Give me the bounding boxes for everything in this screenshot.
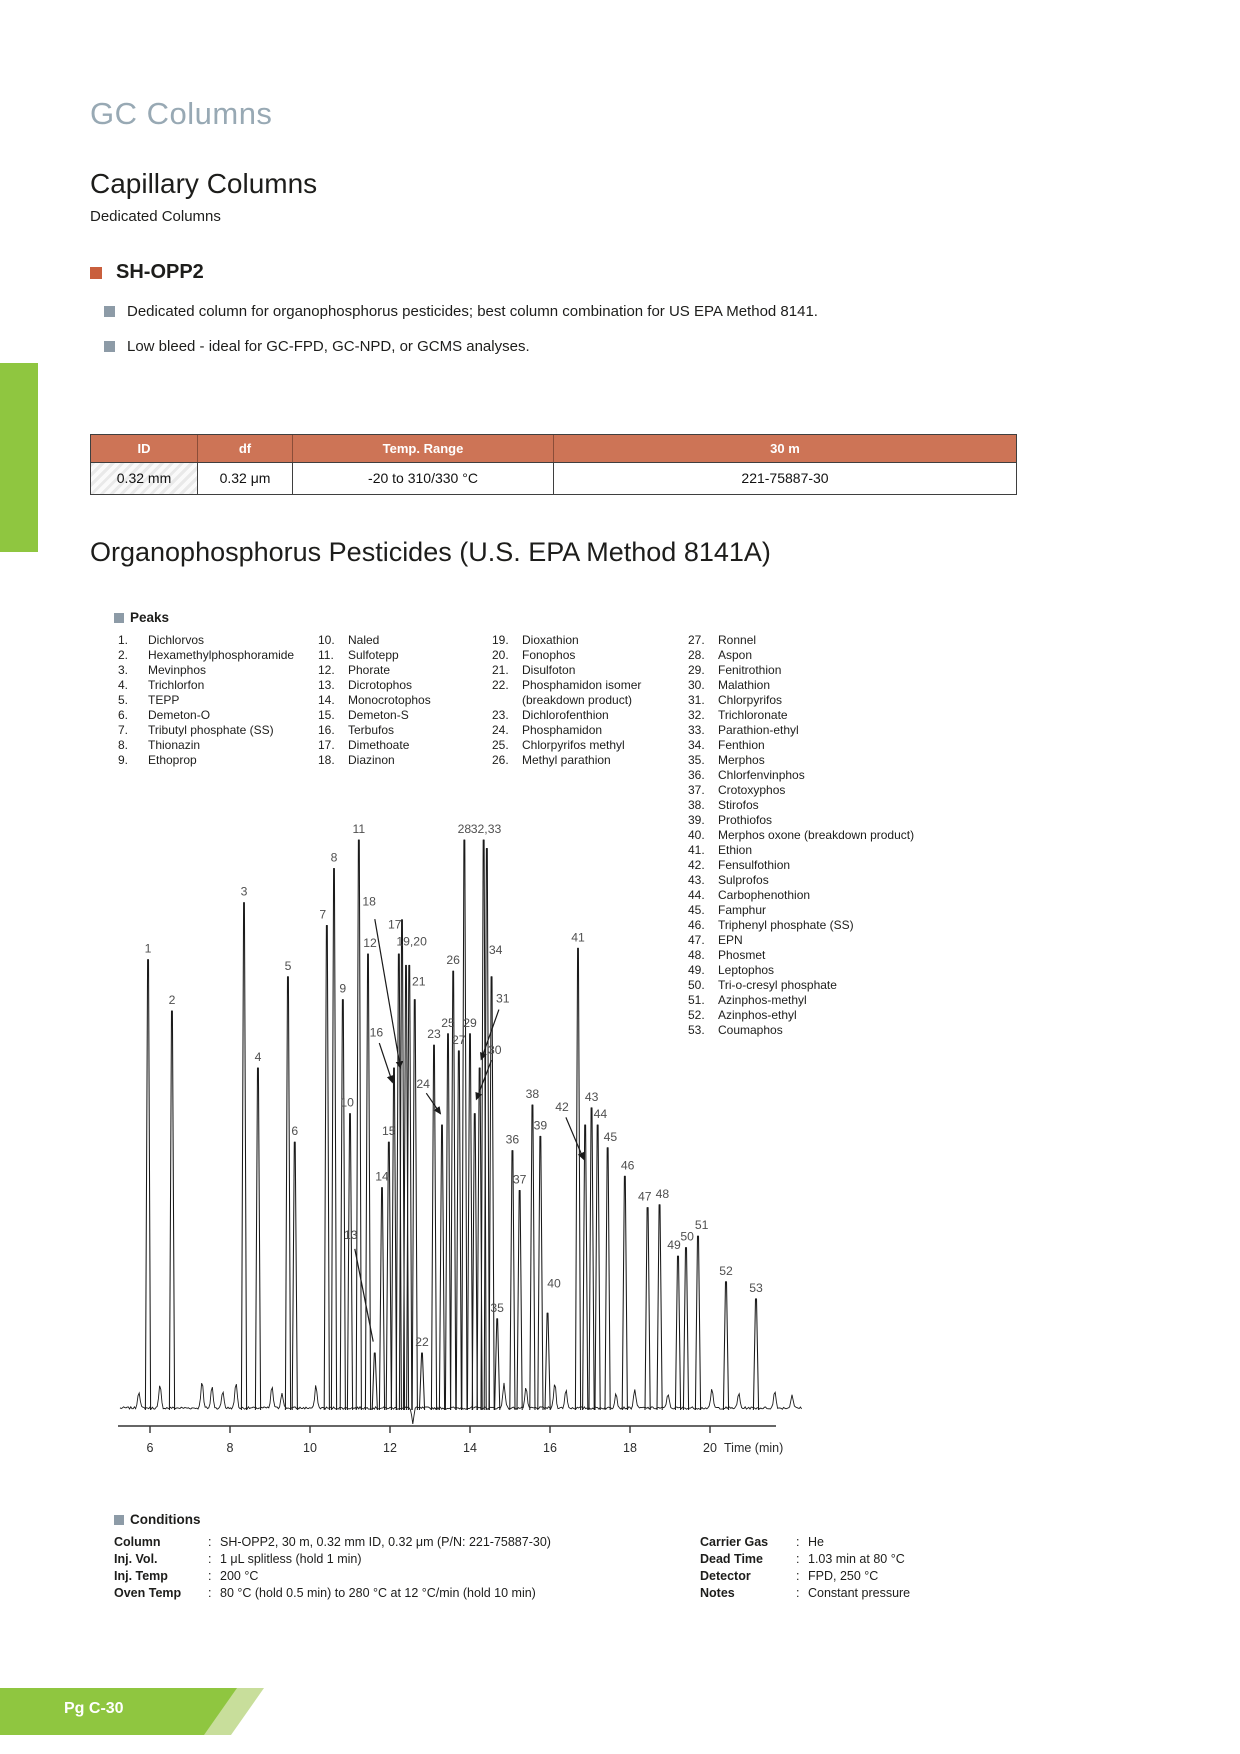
peak-spike <box>545 1313 550 1410</box>
page-title: GC Columns <box>90 96 273 131</box>
peak-spike <box>583 1125 588 1410</box>
chromatogram <box>110 798 810 1458</box>
peak-label: 14 <box>375 1169 389 1184</box>
peak-label: 7 <box>319 907 327 922</box>
peak-label: 39 <box>533 1118 548 1133</box>
x-axis-tick-label: 6 <box>146 1441 154 1455</box>
peak-spike <box>645 1208 650 1410</box>
legend-item: 44. Carbophenothion <box>688 888 811 902</box>
legend-item: 28. Aspon <box>688 648 753 662</box>
peak-label: 26 <box>446 953 460 968</box>
gray-square-bullet-icon <box>114 613 124 623</box>
orange-square-bullet-icon <box>90 267 102 279</box>
peak-label: 42 <box>555 1099 569 1114</box>
legend-item: 23. Dichlorofenthion <box>492 708 609 722</box>
peak-spike <box>419 1353 424 1410</box>
peak-spike <box>356 840 361 1410</box>
peak-label: 21 <box>412 974 426 989</box>
conditions-heading-label: Conditions <box>130 1512 201 1527</box>
legend-item: 9. Ethoprop <box>118 753 197 767</box>
legend-item: 49. Leptophos <box>688 963 775 977</box>
peak-spike <box>439 1125 444 1410</box>
col-header-length: 30 m <box>553 435 1016 462</box>
legend-item: 26. Methyl parathion <box>492 753 611 767</box>
peak-spike <box>340 1000 345 1410</box>
legend-item: 48. Phosmet <box>688 948 766 962</box>
cell-df: 0.32 μm <box>197 463 292 494</box>
legend-item: 15. Demeton-S <box>318 708 409 722</box>
legend-item: 8. Thionazin <box>118 738 201 752</box>
legend-item: 7. Tributyl phosphate (SS) <box>118 723 274 737</box>
legend-item: 32. Trichloronate <box>688 708 788 722</box>
peak-label: 36 <box>505 1132 520 1147</box>
legend-item: 38. Stirofos <box>688 798 759 812</box>
peak-label: 19,20 <box>396 934 427 949</box>
peak-spike <box>695 1236 700 1410</box>
peak-label: 18 <box>362 894 376 909</box>
gray-square-bullet-icon <box>104 341 115 352</box>
condition-row: Dead Time : 1.03 min at 80 °C <box>700 1552 905 1566</box>
peak-spike <box>575 948 580 1410</box>
peak-pointer-arrow <box>566 1117 584 1159</box>
x-axis-tick-label: 18 <box>623 1441 637 1455</box>
peak-spike <box>456 1051 461 1410</box>
peak-spike <box>379 1188 384 1410</box>
peak-spike <box>407 965 412 1410</box>
legend-item: 4. Trichlorfon <box>118 678 205 692</box>
peak-spike <box>675 1256 680 1410</box>
peak-label: 9 <box>339 981 347 996</box>
peak-spike <box>538 1136 543 1410</box>
peak-label: 3 <box>240 884 248 899</box>
peak-label: 45 <box>603 1129 618 1144</box>
legend-item: 14. Monocrotophos <box>318 693 431 707</box>
peak-label: 51 <box>694 1218 709 1233</box>
legend-item: 53. Coumaphos <box>688 1023 783 1037</box>
legend-item: 2. Hexamethylphosphoramide <box>118 648 295 662</box>
peak-label: 12 <box>363 936 377 950</box>
legend-item: 17. Dimethoate <box>318 738 410 752</box>
peak-label: 44 <box>593 1107 608 1121</box>
peak-label: 13 <box>344 1228 358 1242</box>
cell-temp-range: -20 to 310/330 °C <box>292 463 553 494</box>
legend-item: 50. Tri-o-cresyl phosphate <box>688 978 837 992</box>
legend-item: 46. Triphenyl phosphate (SS) <box>688 918 854 932</box>
peak-spike <box>292 1142 297 1410</box>
legend-item: 22. Phosphamidon isomer <box>492 678 642 692</box>
peak-pointer-arrow <box>379 1043 392 1082</box>
peak-label: 43 <box>584 1089 599 1104</box>
peak-label: 52 <box>719 1263 733 1278</box>
peak-spike <box>445 1034 450 1410</box>
peak-label: 1 <box>144 941 152 956</box>
peak-label: 50 <box>680 1229 694 1244</box>
chromatogram-svg <box>110 798 810 1458</box>
legend-item: 43. Sulprofos <box>688 873 769 887</box>
gray-square-bullet-icon <box>114 1515 124 1525</box>
peak-spike <box>723 1282 728 1410</box>
legend-item: 52. Azinphos-ethyl <box>688 1008 797 1022</box>
legend-item: 11. Sulfotepp <box>318 648 399 662</box>
page-number: Pg C-30 <box>64 1700 124 1717</box>
peak-label: 11 <box>352 822 366 836</box>
peak-label: 15 <box>382 1124 396 1139</box>
condition-row: Column : SH-OPP2, 30 m, 0.32 mm ID, 0.32 μm (P/N: 221-75887-30) <box>114 1535 551 1549</box>
legend-item: 34. Fenthion <box>688 738 765 752</box>
peak-spike <box>753 1299 758 1410</box>
product-name: SH-OPP2 <box>116 261 204 283</box>
x-axis-tick-label: 14 <box>463 1441 477 1455</box>
feature-bullet-text: Dedicated column for organophosphorus pesticides; best column combination for US EPA Method 8141. <box>127 303 818 320</box>
page-footer <box>0 1688 300 1735</box>
subsection-subtitle: Dedicated Columns <box>90 208 221 225</box>
x-axis-tick-label: 8 <box>226 1441 234 1455</box>
peak-spike <box>657 1205 662 1410</box>
peak-label: 35 <box>490 1300 504 1315</box>
peak-spike <box>595 1125 600 1410</box>
peak-spike <box>324 926 329 1411</box>
legend-item: 16. Terbufos <box>318 723 395 737</box>
peak-spike <box>372 1353 377 1410</box>
peak-spike <box>495 1319 500 1410</box>
peak-label: 16 <box>369 1025 384 1040</box>
legend-item: 51. Azinphos-methyl <box>688 993 807 1007</box>
peak-label: 2 <box>168 993 176 1007</box>
legend-item: 10. Naled <box>318 633 380 647</box>
x-axis-title: Time (min) <box>724 1441 784 1455</box>
peak-spike <box>489 977 494 1410</box>
legend-item: 13. Dicrotophos <box>318 678 413 692</box>
peak-label: 24 <box>416 1077 430 1091</box>
peak-label: 23 <box>427 1027 441 1042</box>
peak-label: 46 <box>620 1158 635 1173</box>
col-header-temp-range: Temp. Range <box>292 435 553 462</box>
x-axis-tick-label: 12 <box>383 1441 397 1455</box>
peak-spike <box>510 1151 515 1410</box>
legend-item: 21. Disulfoton <box>492 663 576 677</box>
peak-spike <box>462 840 467 1410</box>
legend-item: 27. Ronnel <box>688 633 757 647</box>
col-header-id: ID <box>137 441 151 456</box>
peak-label: 49 <box>667 1238 681 1253</box>
spec-table-header-row <box>91 435 1016 462</box>
feature-bullet-text: Low bleed - ideal for GC-FPD, GC-NPD, or GCMS analyses. <box>127 338 530 355</box>
peak-spike <box>145 960 150 1410</box>
legend-item: 18. Diazinon <box>318 753 395 767</box>
subsection-title: Capillary Columns <box>90 168 318 199</box>
conditions-heading <box>114 1512 201 1527</box>
feature-bullet <box>104 338 530 355</box>
peak-label: 30 <box>488 1042 502 1057</box>
legend-item: 39. Prothiofos <box>688 813 773 827</box>
time-axis-group <box>118 1426 783 1455</box>
condition-row: Detector : FPD, 250 °C <box>700 1569 879 1583</box>
conditions-left-column <box>114 1534 551 1602</box>
legend-item: 33. Parathion-ethyl <box>688 723 799 737</box>
peak-spike <box>467 1034 472 1410</box>
peak-label: 48 <box>655 1186 670 1201</box>
peak-spike <box>517 1191 522 1411</box>
peak-spike <box>255 1068 260 1410</box>
condition-row: Inj. Vol. : 1 μL splitless (hold 1 min) <box>114 1552 362 1566</box>
peak-spike <box>285 977 290 1410</box>
legend-item: 12. Phorate <box>318 663 391 677</box>
legend-item: 1. Dichlorvos <box>118 633 205 647</box>
peaks-heading-label: Peaks <box>130 610 170 625</box>
peak-spike <box>683 1248 688 1410</box>
cell-id: 0.32 mm <box>91 463 197 494</box>
legend-item: 42. Fensulfothion <box>688 858 791 872</box>
chromatogram-title: Organophosphorus Pesticides (U.S. EPA Method 8141A) <box>90 537 771 567</box>
peak-label: 41 <box>571 930 585 945</box>
peak-legend-col-2 <box>318 633 431 768</box>
peak-label: 6 <box>291 1124 299 1139</box>
conditions-right-column <box>700 1534 910 1602</box>
legend-item: 45. Famphur <box>688 903 767 917</box>
legend-item: 24. Phosphamidon <box>492 723 603 737</box>
peak-legend-col-3 <box>492 633 641 768</box>
condition-row: Notes : Constant pressure <box>700 1586 911 1600</box>
peak-label: 32,33 <box>470 822 502 836</box>
peak-label: 34 <box>488 943 503 957</box>
x-axis-tick-label: 10 <box>303 1441 317 1455</box>
peak-label: 37 <box>512 1172 527 1187</box>
legend-item: 41. Ethion <box>688 843 753 857</box>
feature-bullet <box>104 303 818 320</box>
col-header-df: df <box>197 435 292 462</box>
peak-label: 5 <box>284 958 292 973</box>
cell-part-number: 221-75887-30 <box>553 463 1016 494</box>
x-axis-tick-label: 16 <box>543 1441 557 1455</box>
peak-label: 28 <box>457 822 472 836</box>
peak-spike <box>347 1114 352 1410</box>
legend-item: 31. Chlorpyrifos <box>688 693 783 707</box>
peak-spike <box>484 849 489 1411</box>
condition-row: Oven Temp : 80 °C (hold 0.5 min) to 280 °C at 12 °C/min (hold 10 min) <box>114 1586 536 1600</box>
condition-row: Carrier Gas : He <box>700 1535 824 1549</box>
gray-square-bullet-icon <box>104 306 115 317</box>
peak-spike <box>431 1045 436 1410</box>
peak-label: 22 <box>415 1335 429 1349</box>
peak-label: 53 <box>749 1280 763 1295</box>
peak-spike <box>365 954 370 1410</box>
peak-spike <box>530 1105 535 1410</box>
legend-item: 47. EPN <box>688 933 743 947</box>
legend-item: 37. Crotoxyphos <box>688 783 786 797</box>
legend-item: 19. Dioxathion <box>492 633 579 647</box>
peak-label: 27 <box>452 1032 466 1047</box>
legend-item: 40. Merphos oxone (breakdown product) <box>688 828 915 842</box>
peak-spike <box>589 1108 594 1410</box>
peak-spike <box>622 1176 627 1410</box>
peak-spike <box>169 1011 174 1410</box>
peak-label: 29 <box>463 1015 477 1030</box>
peak-label: 40 <box>547 1276 561 1291</box>
peak-spike <box>241 903 246 1410</box>
peak-label: 10 <box>340 1095 354 1110</box>
peaks-group <box>145 840 758 1410</box>
legend-item: 3. Mevinphos <box>118 663 207 677</box>
peak-label: 47 <box>638 1189 652 1204</box>
peak-label: 4 <box>254 1050 262 1064</box>
legend-item: 35. Merphos <box>688 753 765 767</box>
legend-item: 5. TEPP <box>118 693 180 707</box>
legend-item: 36. Chlorfenvinphos <box>688 768 805 782</box>
peak-label: 17 <box>388 917 402 932</box>
table-row <box>91 462 1016 494</box>
legend-item: 29. Fenitrothion <box>688 663 782 677</box>
peak-spike <box>331 869 336 1411</box>
peak-spike <box>605 1148 610 1410</box>
condition-row: Inj. Temp : 200 °C <box>114 1569 259 1583</box>
legend-item: 30. Malathion <box>688 678 771 692</box>
peak-label: 31 <box>496 991 510 1006</box>
legend-item: 20. Fonophos <box>492 648 576 662</box>
peak-label: 25 <box>441 1015 455 1030</box>
spec-table <box>90 434 1017 495</box>
product-heading <box>90 261 204 284</box>
peak-spike <box>391 1068 396 1410</box>
peak-legend-col-1 <box>118 633 294 768</box>
peak-spike <box>472 1114 477 1410</box>
section-edge-tab <box>0 363 38 552</box>
peak-label: 38 <box>525 1087 540 1101</box>
legend-item-wrap: (breakdown product) <box>522 693 633 707</box>
legend-item: 6. Demeton-O <box>118 708 211 722</box>
peaks-heading <box>114 610 169 625</box>
legend-item: 25. Chlorpyrifos methyl <box>492 738 625 752</box>
peak-label: 8 <box>330 850 338 865</box>
x-axis-tick-label: 20 <box>703 1441 717 1455</box>
